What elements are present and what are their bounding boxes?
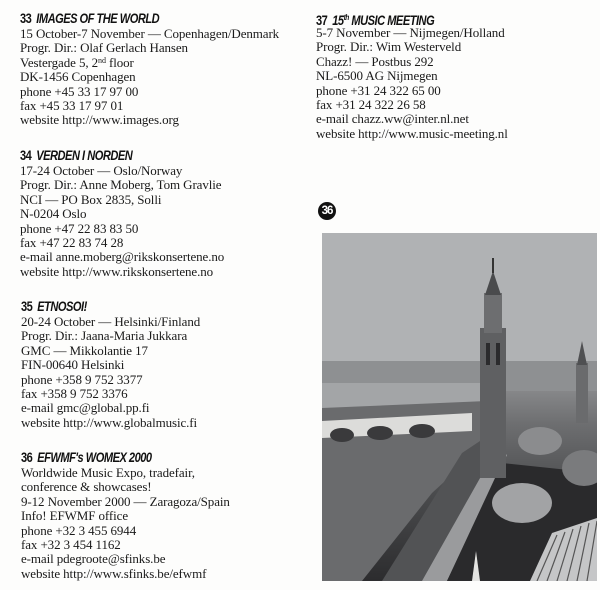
entry-director: Progr. Dir.: Wim Westerveld xyxy=(316,39,462,55)
entry-director: Progr. Dir.: Olaf Gerlach Hansen xyxy=(20,40,188,56)
entry-phone: phone +31 24 322 65 00 xyxy=(316,82,441,98)
entry-dates-location: 17-24 October — Oslo/Norway xyxy=(20,163,183,178)
entry-website: website http://www.music-meeting.nl xyxy=(316,125,508,141)
entry-description: conference & showcases! xyxy=(21,479,152,495)
entry-number: 36 xyxy=(21,450,33,465)
entry-heading xyxy=(21,449,192,466)
entry-address-city: DK-1456 Copenhagen xyxy=(20,69,136,85)
entry-dates-location: 20-24 October — Helsinki/Finland xyxy=(21,314,201,329)
entry-phone: phone +32 3 455 6944 xyxy=(21,522,137,538)
entry-dates-location: 5-7 November — Nijmegen/Holland xyxy=(316,25,505,40)
entry-description: Worldwide Music Expo, tradefair, xyxy=(21,465,195,480)
bridge-arch xyxy=(409,424,435,438)
festival-entry-35 xyxy=(21,298,200,430)
entry-title: VERDEN I NORDEN xyxy=(36,148,133,163)
entry-address-city: N-0204 Oslo xyxy=(20,206,87,222)
photo-number-badge: 36 xyxy=(318,202,336,220)
entry-address-street: GMC — Mikkolantie 17 xyxy=(21,342,148,358)
entry-director: Progr. Dir.: Jaana-Maria Jukkara xyxy=(21,328,188,344)
entry-website: website http://www.sfinks.be/efwmf xyxy=(21,565,207,581)
entry-number: 37 xyxy=(316,13,328,28)
tower-window xyxy=(496,343,500,365)
tower-upper xyxy=(484,293,502,333)
entry-fax: fax +358 9 752 3376 xyxy=(21,386,128,402)
entry-email: e-mail pdegroote@sfinks.be xyxy=(21,551,166,567)
bridge-arch xyxy=(367,426,393,440)
entry-title: 15th MUSIC MEETING xyxy=(332,13,435,28)
entry-address-street: NCI — PO Box 2835, Solli xyxy=(20,191,162,207)
entry-address-city: NL-6500 AG Nijmegen xyxy=(316,68,438,84)
festival-entry-37 xyxy=(316,9,508,141)
entry-fax: fax +32 3 454 1162 xyxy=(21,537,121,553)
entry-fax: fax +47 22 83 74 28 xyxy=(20,235,124,251)
entry-heading xyxy=(20,10,232,27)
photo-illustration xyxy=(322,233,597,581)
entry-heading xyxy=(316,9,473,26)
right-tower xyxy=(576,363,588,423)
entry-phone: phone +45 33 17 97 00 xyxy=(20,83,139,99)
sky xyxy=(322,233,597,368)
tower-spire xyxy=(492,258,494,273)
dome xyxy=(492,483,552,523)
entry-heading xyxy=(21,298,168,315)
entry-title: ETNOSOI! xyxy=(37,299,87,314)
festival-entry-36 xyxy=(21,449,230,581)
entry-fax: fax +31 24 322 26 58 xyxy=(316,97,426,113)
festival-entry-33 xyxy=(20,10,279,128)
entry-address-city: FIN-00640 Helsinki xyxy=(21,357,125,373)
entry-email: e-mail anne.moberg@rikskonsertene.no xyxy=(20,249,225,265)
entry-title: IMAGES OF THE WORLD xyxy=(36,11,160,26)
zaragoza-photo xyxy=(322,233,597,581)
entry-email: e-mail gmc@global.pp.fi xyxy=(21,400,150,416)
entry-dates-location: 15 October-7 November — Copenhagen/Denmark xyxy=(20,26,280,41)
tower-window xyxy=(486,343,490,365)
dome xyxy=(518,427,562,455)
entry-title: EFWMF's WOMEX 2000 xyxy=(37,450,152,465)
festival-entry-34 xyxy=(20,147,224,279)
entry-fax: fax +45 33 17 97 01 xyxy=(20,98,124,114)
entry-address-street: Chazz! — Postbus 292 xyxy=(316,53,434,69)
entry-office: Info! EFWMF office xyxy=(21,508,128,524)
entry-director: Progr. Dir.: Anne Moberg, Tom Gravlie xyxy=(20,177,222,193)
bridge-arch xyxy=(330,428,354,442)
entry-heading xyxy=(20,147,187,164)
entry-number: 34 xyxy=(20,148,32,163)
entry-phone: phone +358 9 752 3377 xyxy=(21,371,143,387)
entry-dates-location: 9-12 November 2000 — Zaragoza/Spain xyxy=(21,493,230,509)
entry-phone: phone +47 22 83 83 50 xyxy=(20,220,139,236)
entry-email: e-mail chazz.ww@inter.nl.net xyxy=(316,111,469,127)
main-tower xyxy=(480,328,506,478)
entry-address-street: Vestergade 5, 2nd floor xyxy=(20,54,134,70)
entry-number: 33 xyxy=(20,11,32,26)
entry-number: 35 xyxy=(21,299,33,314)
entry-website: website http://www.rikskonsertene.no xyxy=(20,263,214,279)
entry-website: website http://www.globalmusic.fi xyxy=(21,414,198,430)
entry-website: website http://www.images.org xyxy=(20,112,179,128)
